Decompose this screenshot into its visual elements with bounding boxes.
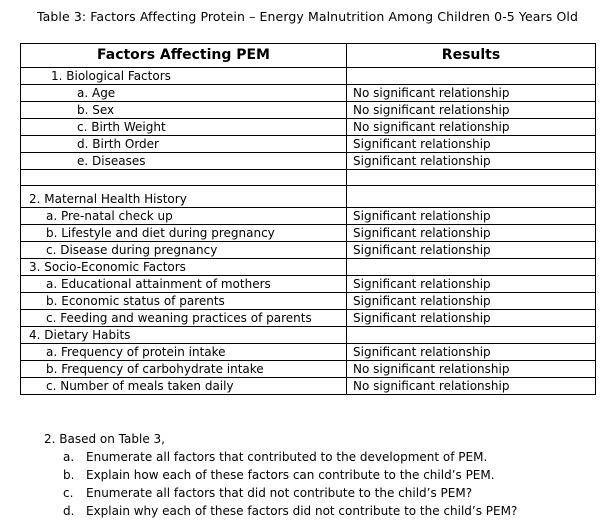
section-row [21,327,596,344]
result-cell: No significant relationship [347,119,596,136]
table-caption: Table 3: Factors Affecting Protein – Energy Malnutrition Among Children 0-5 Years Old [36,9,579,24]
question-item [63,484,517,502]
result-cell: Significant relationship [347,344,596,361]
question-letter: c. [63,486,74,500]
factor-cell: a. Frequency of protein intake [21,344,347,361]
question-text: Enumerate all factors that did not contribute to the child’s PEM? [86,486,473,500]
result-cell: Significant relationship [347,136,596,153]
factor-cell: c. Number of meals taken daily [21,378,347,395]
column-header-results: Results [347,44,596,68]
result-cell: No significant relationship [347,102,596,119]
empty-cell [21,170,347,186]
factor-cell: c. Feeding and weaning practices of parents [21,310,347,327]
table-row [21,310,596,327]
question-letter: d. [63,504,75,518]
result-cell [347,259,596,276]
question-item [63,448,517,466]
question-text: Explain why each of these factors did not contribute to the child’s PEM? [86,504,518,518]
question-item [63,502,517,520]
question-heading: 2. Based on Table 3, [44,432,165,446]
table-row [21,136,596,153]
empty-cell [347,170,596,186]
table-row [21,276,596,293]
result-cell: No significant relationship [347,361,596,378]
section-row [21,259,596,276]
result-cell: Significant relationship [347,293,596,310]
table-row [21,153,596,170]
section-title: 1. Biological Factors [21,68,347,85]
table-row [21,293,596,310]
table-row [21,225,596,242]
column-header-factors: Factors Affecting PEM [21,44,347,68]
factor-cell: c. Birth Weight [21,119,347,136]
result-cell: Significant relationship [347,276,596,293]
section-row [21,68,596,85]
question-text: Enumerate all factors that contributed to the development of PEM. [86,450,488,464]
table-row [21,378,596,395]
factor-cell: b. Frequency of carbohydrate intake [21,361,347,378]
result-cell: Significant relationship [347,225,596,242]
factor-cell: b. Economic status of parents [21,293,347,310]
result-cell: Significant relationship [347,153,596,170]
factor-cell: a. Age [21,85,347,102]
result-cell: No significant relationship [347,85,596,102]
table-header-row [21,44,596,68]
factor-cell: b. Lifestyle and diet during pregnancy [21,225,347,242]
table-row [21,242,596,259]
result-cell: No significant relationship [347,378,596,395]
factor-cell: c. Disease during pregnancy [21,242,347,259]
result-cell [347,327,596,344]
table-row [21,344,596,361]
table-row [21,119,596,136]
questions-block [44,430,517,520]
result-cell: Significant relationship [347,310,596,327]
result-cell: Significant relationship [347,242,596,259]
question-letter: a. [63,450,75,464]
table-row [21,102,596,119]
section-title: 2. Maternal Health History [21,186,347,208]
question-item [63,466,517,484]
factor-cell: e. Diseases [21,153,347,170]
result-cell [347,68,596,85]
table-row [21,208,596,225]
table-row [21,361,596,378]
question-letter: b. [63,468,75,482]
pem-factors-table [20,43,596,395]
question-text: Explain how each of these factors can contribute to the child’s PEM. [86,468,495,482]
result-cell [347,186,596,208]
factor-cell: a. Pre-natal check up [21,208,347,225]
result-cell: Significant relationship [347,208,596,225]
table-row [21,85,596,102]
section-row [21,186,596,208]
section-title: 3. Socio-Economic Factors [21,259,347,276]
factor-cell: b. Sex [21,102,347,119]
section-title: 4. Dietary Habits [21,327,347,344]
blank-row [21,170,596,186]
factor-cell: d. Birth Order [21,136,347,153]
factor-cell: a. Educational attainment of mothers [21,276,347,293]
